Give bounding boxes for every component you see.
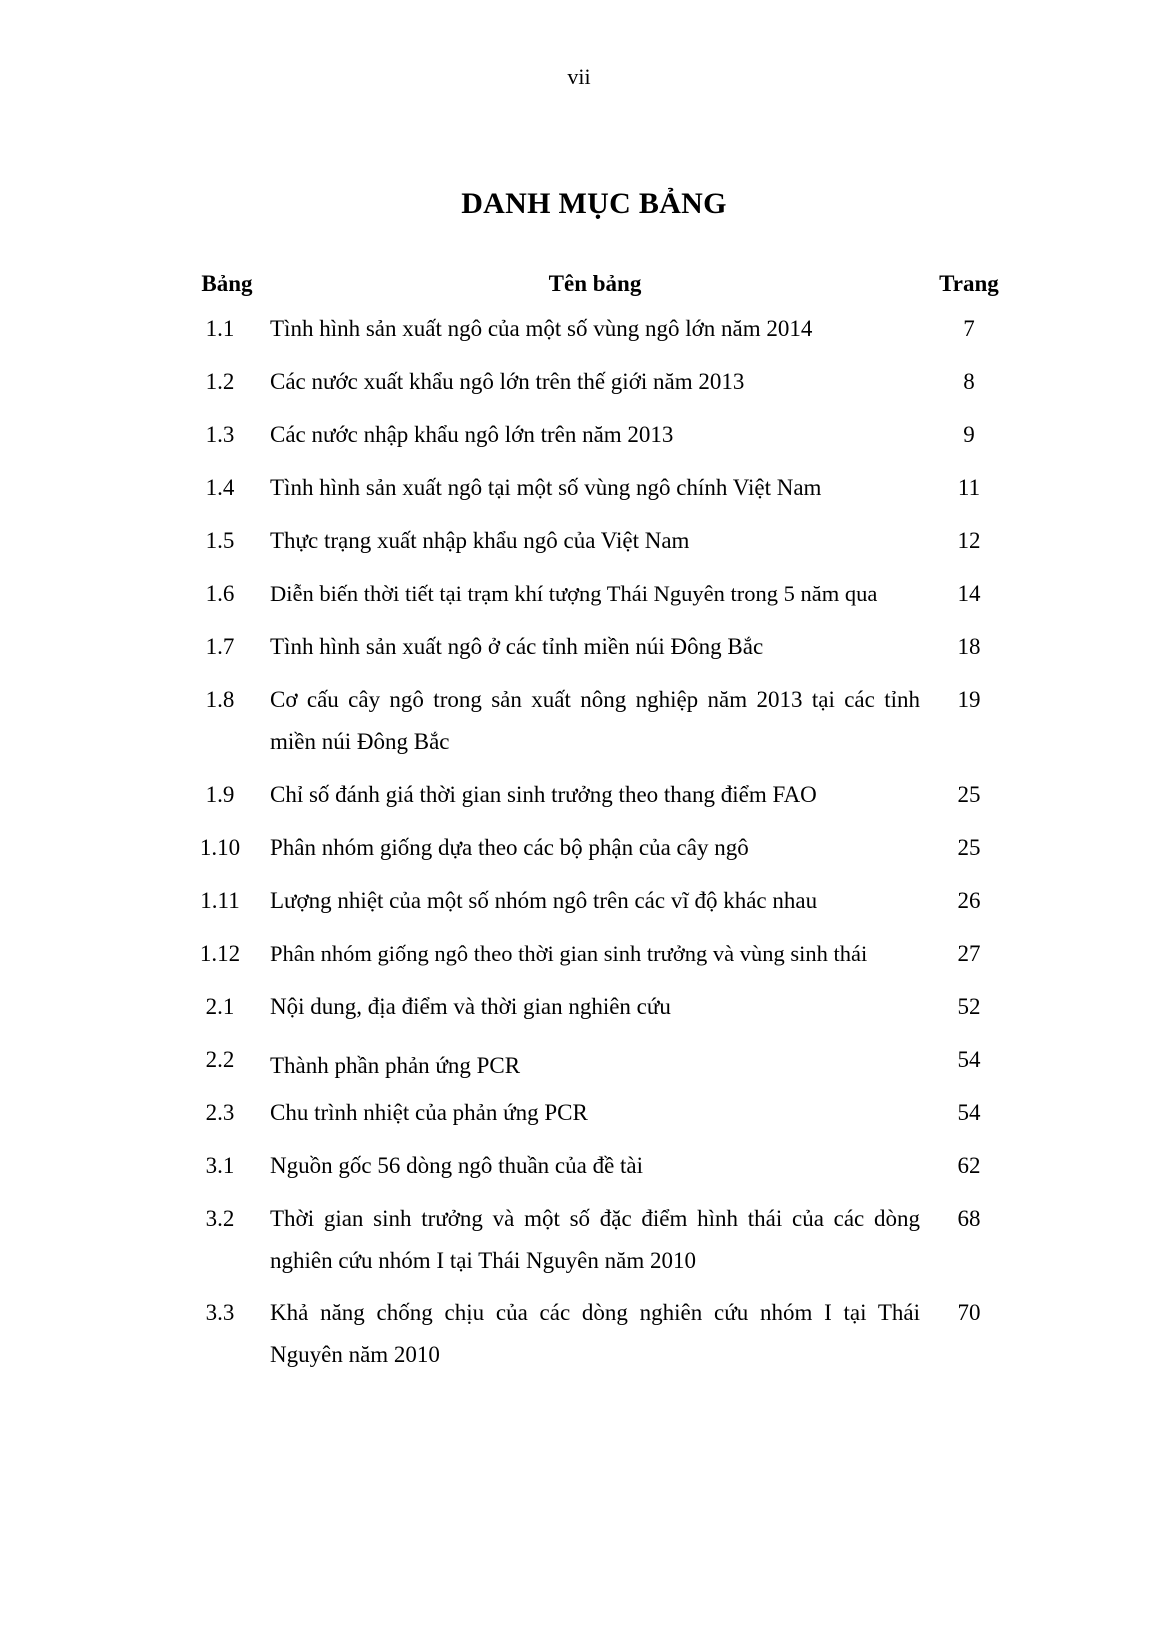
table-page: 54 <box>957 1100 981 1125</box>
table-number: 1.3 <box>205 422 235 447</box>
table-number: 1.5 <box>205 528 235 553</box>
table-name: Chỉ số đánh giá thời gian sinh trưởng theo thang điểm FAO <box>270 782 817 807</box>
table-name: Các nước xuất khẩu ngô lớn trên thế giới năm 2013 <box>270 369 745 394</box>
table-number: 3.3 <box>205 1300 235 1325</box>
table-number: 2.2 <box>205 1047 235 1072</box>
table-page: 18 <box>957 634 981 659</box>
table-name: Nguồn gốc 56 dòng ngô thuần của đề tài <box>270 1153 644 1178</box>
table-number: 2.1 <box>205 994 235 1019</box>
table-name: Tình hình sản xuất ngô của một số vùng ngô lớn năm 2014 <box>270 316 813 341</box>
table-page: 8 <box>963 369 975 394</box>
table-page: 26 <box>957 888 981 913</box>
table-number: 1.7 <box>205 634 235 659</box>
header-name: Tên bảng <box>548 271 642 296</box>
table-name: Phân nhóm giống ngô theo thời gian sinh trưởng và vùng sinh thái <box>270 941 868 966</box>
table-page: 14 <box>957 581 981 606</box>
table-number: 3.2 <box>205 1206 235 1231</box>
table-page: 54 <box>957 1047 981 1072</box>
table-number: 1.2 <box>205 369 235 394</box>
table-page: 62 <box>957 1153 981 1178</box>
table-name: Nội dung, địa điểm và thời gian nghiên cứu <box>270 994 671 1019</box>
table-name: Khả năng chống chịu của các dòng nghiên cứu nhóm I tại Thái Nguyên năm 2010 <box>270 1300 920 1367</box>
table-name: Tình hình sản xuất ngô tại một số vùng ngô chính Việt Nam <box>270 475 822 500</box>
table-page: 25 <box>957 782 981 807</box>
table-page: 19 <box>957 687 981 712</box>
table-page: 68 <box>957 1206 981 1231</box>
header-page: Trang <box>939 271 999 296</box>
table-number: 1.4 <box>205 475 235 500</box>
table-page: 25 <box>957 835 981 860</box>
table-name: Các nước nhập khẩu ngô lớn trên năm 2013 <box>270 422 674 447</box>
table-name: Thời gian sinh trưởng và một số đặc điểm hình thái của các dòng nghiên cứu nhóm I tại Thái Nguyên năm 2010 <box>270 1206 920 1273</box>
table-name: Thành phần phản ứng PCR <box>270 1053 521 1078</box>
table-number: 1.8 <box>205 687 235 712</box>
table-page: 9 <box>963 422 975 447</box>
table-number: 3.1 <box>205 1153 235 1178</box>
table-number: 1.12 <box>199 941 241 966</box>
table-name: Thực trạng xuất nhập khẩu ngô của Việt Nam <box>270 528 690 553</box>
table-number: 2.3 <box>205 1100 235 1125</box>
table-name: Diễn biến thời tiết tại trạm khí tượng Thái Nguyên trong 5 năm qua <box>270 581 878 606</box>
table-page: 52 <box>957 994 981 1019</box>
table-number: 1.6 <box>205 581 235 606</box>
table-name: Phân nhóm giống dựa theo các bộ phận của cây ngô <box>270 835 749 860</box>
table-name: Cơ cấu cây ngô trong sản xuất nông nghiệp năm 2013 tại các tỉnh miền núi Đông Bắc <box>270 687 920 754</box>
table-page: 70 <box>957 1300 981 1325</box>
table-page: 12 <box>957 528 981 553</box>
table-page: 7 <box>963 316 975 341</box>
page-title: DANH MỤC BẢNG <box>461 187 727 220</box>
table-name: Chu trình nhiệt của phản ứng PCR <box>270 1100 588 1125</box>
table-number: 1.10 <box>199 835 241 860</box>
header-number: Bảng <box>201 271 253 296</box>
page-number: vii <box>567 64 591 89</box>
table-number: 1.11 <box>200 888 240 913</box>
table-number: 1.1 <box>205 316 235 341</box>
table-page: 27 <box>957 941 981 966</box>
table-page: 11 <box>957 475 981 500</box>
table-number: 1.9 <box>205 782 235 807</box>
table-name: Tình hình sản xuất ngô ở các tỉnh miền núi Đông Bắc <box>270 634 764 659</box>
table-name: Lượng nhiệt của một số nhóm ngô trên các vĩ độ khác nhau <box>270 888 818 913</box>
